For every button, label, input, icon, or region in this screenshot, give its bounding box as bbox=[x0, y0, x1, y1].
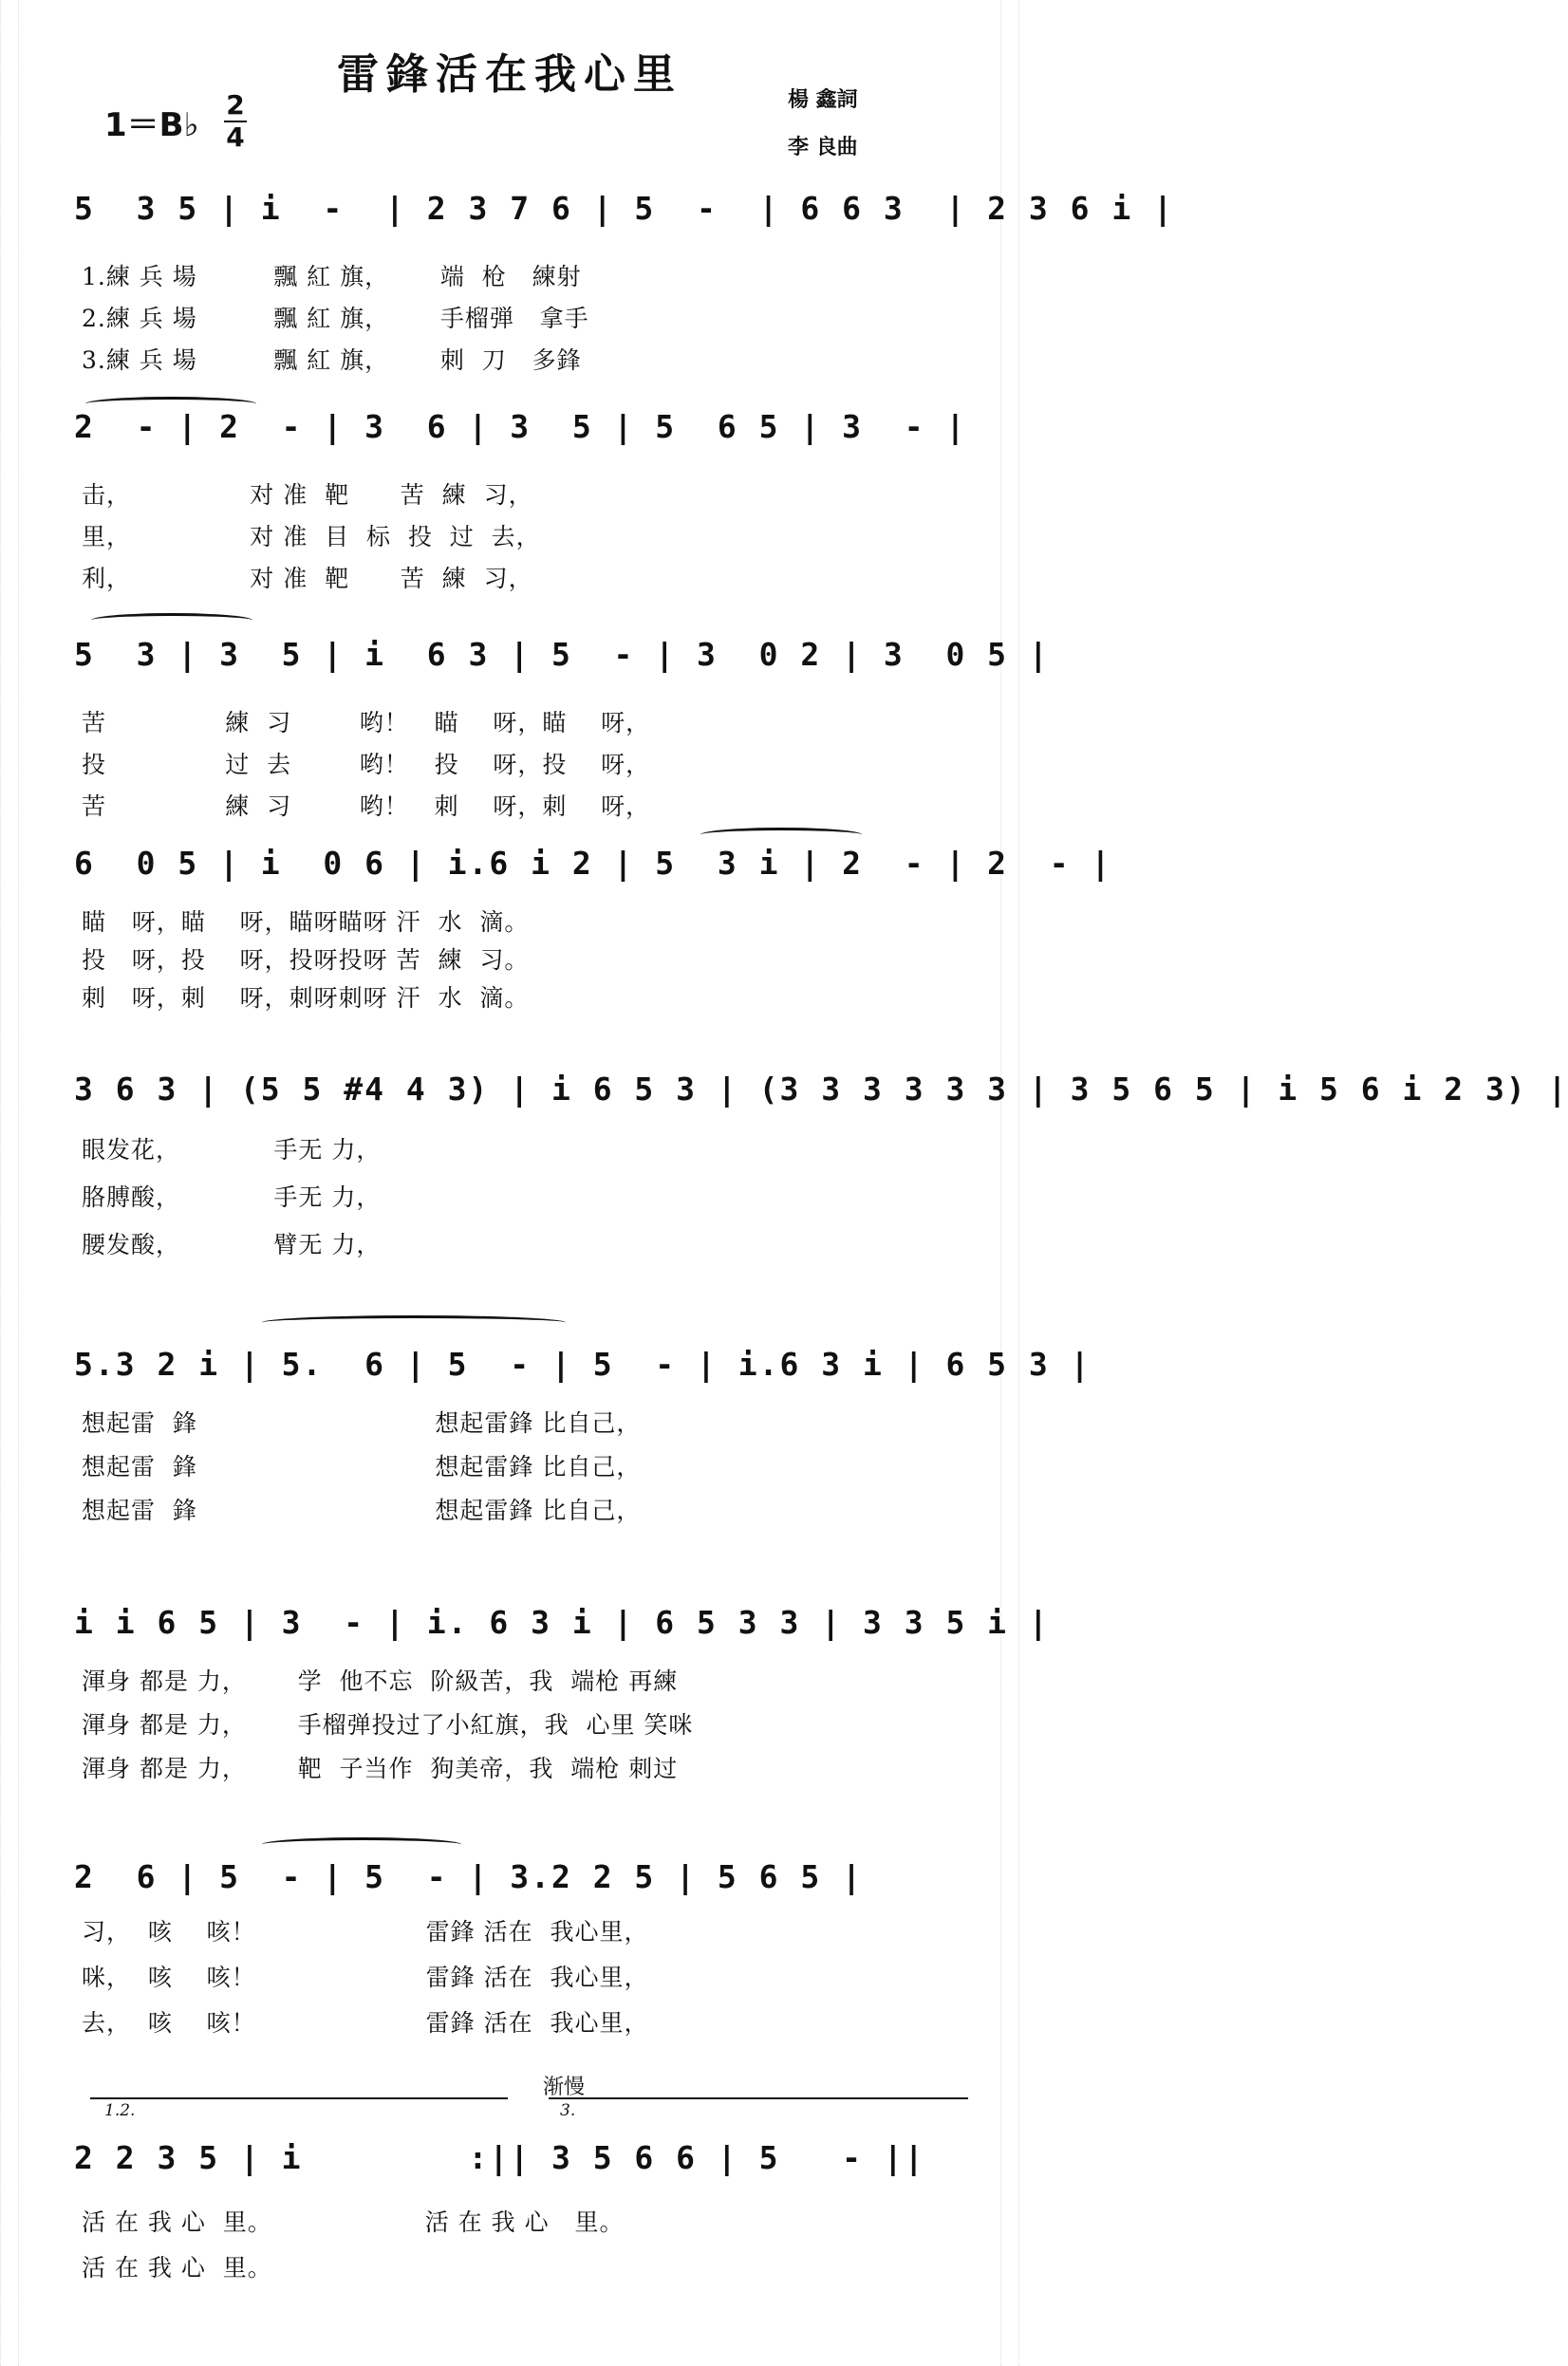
first-ending-label: 1.2. bbox=[104, 2101, 136, 2120]
lyric-verse-2: 想起雷 鋒 想起雷鋒 比自己， bbox=[82, 1453, 642, 1481]
lyric-verse-1: 渾身 都是 力， 学 他不忘 阶級苦，我 端枪 再練 bbox=[82, 1667, 679, 1695]
lyric-verse-2: 胳膊酸， 手无 力， bbox=[82, 1183, 382, 1211]
lyric-verse-3: 渾身 都是 力， 靶 子当作 狗美帝，我 端枪 刺过 bbox=[82, 1755, 679, 1782]
lyricist-credit: 楊 鑫詞 bbox=[788, 87, 858, 112]
notation-line: 3 6 3 | (5 5 #4 4 3) | i 6 5 3 | (3 3 3 3 3 3 | 3 5 6 5 | i 5 6 i 2 3) | bbox=[74, 1071, 1568, 1108]
credits bbox=[788, 76, 858, 171]
notation-line: 6 0 5 | i 0 6 | i.6 i 2 | 5 3 i | 2 - | 2 - | bbox=[74, 845, 1112, 882]
tie-arc bbox=[700, 828, 862, 842]
lyric-verse-1: 1.練 兵 場 飄 紅 旗， 端 枪 練射 bbox=[82, 263, 582, 290]
lyric-verse-2: 2.練 兵 場 飄 紅 旗， 手榴弾 拿手 bbox=[82, 305, 589, 332]
third-ending-label: 3. bbox=[560, 2101, 576, 2120]
notation-line: 5 3 | 3 5 | i 6 3 | 5 - | 3 0 2 | 3 0 5 | bbox=[74, 636, 1050, 673]
lyric-verse-1: 习， 咳 咳！ 雷鋒 活在 我心里， bbox=[82, 1918, 649, 1946]
lyric-verse-2: 咪， 咳 咳！ 雷鋒 活在 我心里， bbox=[82, 1964, 649, 1991]
lyric-verse-2: 活 在 我 心 里。 bbox=[82, 2254, 272, 2282]
notation-line: 2 - | 2 - | 3 6 | 3 5 | 5 6 5 | 3 - | bbox=[74, 408, 967, 445]
lyric-verse-2: 里， 对 准 目 标 投 过 去， bbox=[82, 523, 541, 550]
lyric-verse-2: 投 过 去 哟！ 投 呀，投 呀， bbox=[82, 751, 651, 778]
lyric-verse-1: 想起雷 鋒 想起雷鋒 比自己， bbox=[82, 1409, 642, 1437]
lyric-verse-3: 3.練 兵 場 飄 紅 旗， 刺 刀 多鋒 bbox=[82, 346, 582, 374]
lyric-verse-1: 苦 練 习 哟！ 瞄 呀，瞄 呀， bbox=[82, 709, 651, 736]
right-margin-strip bbox=[1000, 0, 1019, 2366]
time-signature bbox=[224, 91, 247, 152]
notation-line: i i 6 5 | 3 - | i. 6 3 i | 6 5 3 3 | 3 3 5 i | bbox=[74, 1604, 1050, 1641]
lyric-verse-1: 瞄 呀，瞄 呀，瞄呀瞄呀 汗 水 滴。 bbox=[82, 908, 530, 936]
notation-line: 2 2 3 5 | i :|| 3 5 6 6 | 5 - || bbox=[74, 2139, 925, 2176]
time-signature-top: 2 bbox=[226, 89, 245, 121]
notation-line: 5.3 2 i | 5. 6 | 5 - | 5 - | i.6 3 i | 6 5 3 | bbox=[74, 1346, 1092, 1383]
lyric-verse-3: 去， 咳 咳！ 雷鋒 活在 我心里， bbox=[82, 2009, 649, 2037]
lyric-verse-1: 眼发花， 手无 力， bbox=[82, 1136, 382, 1164]
lyric-verse-1: 活 在 我 心 里。 活 在 我 心 里。 bbox=[82, 2208, 625, 2236]
tie-arc bbox=[262, 1837, 461, 1852]
tempo-mark: 渐慢 bbox=[543, 2076, 586, 2099]
third-ending-bracket bbox=[549, 2097, 968, 2099]
lyric-verse-2: 投 呀，投 呀，投呀投呀 苦 練 习。 bbox=[82, 946, 530, 974]
lyric-verse-3: 想起雷 鋒 想起雷鋒 比自己， bbox=[82, 1497, 642, 1524]
lyric-verse-3: 苦 練 习 哟！ 刺 呀，刺 呀， bbox=[82, 792, 651, 820]
lyric-verse-3: 利， 对 准 靶 苦 練 习， bbox=[82, 565, 533, 592]
composer-credit: 李 良曲 bbox=[788, 135, 858, 159]
lyric-verse-3: 刺 呀，刺 呀，刺呀刺呀 汗 水 滴。 bbox=[82, 984, 530, 1012]
slur-arc bbox=[262, 1315, 566, 1330]
left-margin-strip bbox=[0, 0, 19, 2366]
lyric-verse-3: 腰发酸， 臂无 力， bbox=[82, 1231, 382, 1258]
time-signature-bottom: 4 bbox=[226, 121, 245, 153]
first-ending-bracket bbox=[90, 2097, 508, 2099]
notation-line: 5 3 5 | i - | 2 3 7 6 | 5 - | 6 6 3 | 2 3 6 i | bbox=[74, 190, 1174, 227]
notation-line: 2 6 | 5 - | 5 - | 3.2 2 5 | 5 6 5 | bbox=[74, 1858, 863, 1895]
lyric-verse-2: 渾身 都是 力， 手榴弹投过了小紅旗，我 心里 笑咪 bbox=[82, 1711, 694, 1739]
lyric-verse-1: 击， 对 准 靶 苦 練 习， bbox=[82, 481, 533, 509]
song-title: 雷鋒活在我心里 bbox=[337, 50, 682, 99]
key-signature: 1＝B♭ bbox=[104, 106, 199, 144]
slur-arc bbox=[91, 613, 252, 627]
